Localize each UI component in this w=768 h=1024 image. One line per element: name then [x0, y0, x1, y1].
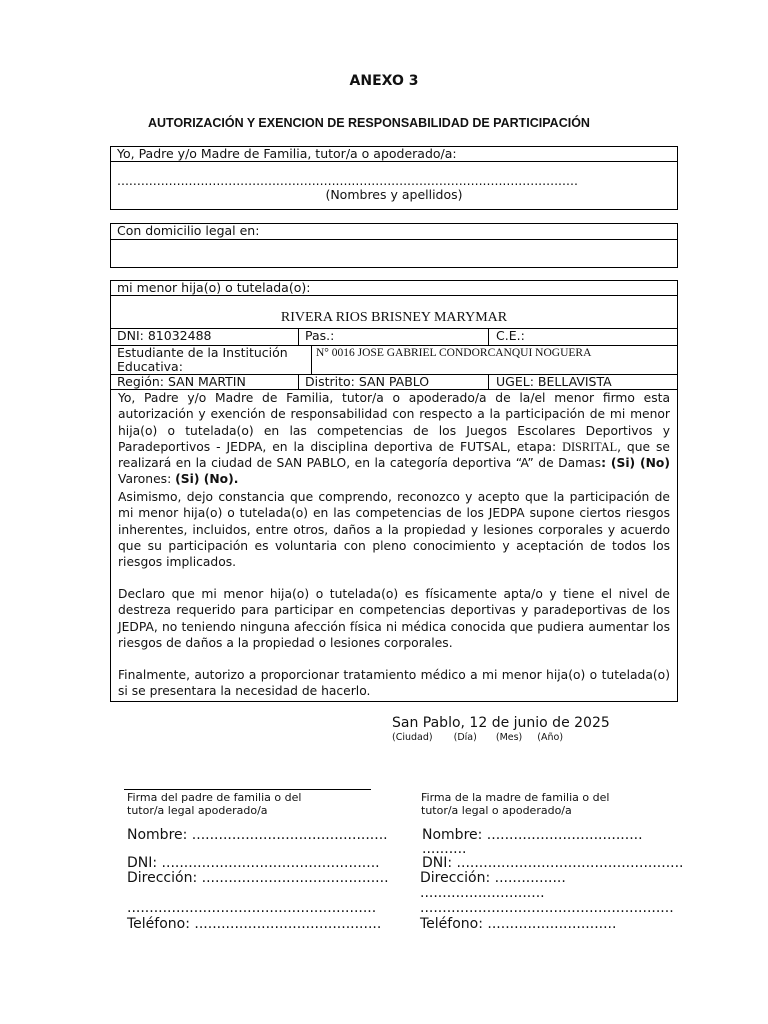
dni-cell [111, 329, 299, 345]
caption-mes: (Mes) [495, 732, 523, 743]
caption-dia: (Día) [453, 732, 477, 743]
parent-label: Yo, Padre y/o Madre de Familia, tutor/a o apoderado/a: [117, 146, 457, 161]
paragraph-3: Declaro que mi menor hija(o) o tutelada(o) es físicamente apta/o y tiene el nivel de destreza requerido para participar en competencias deportivas y paradeportivas de los JEDPA, no teniendo ninguna afección física ni médica conocida que pudiera aumentar los riesgos de daños a la propiedad o lesiones corporales. [118, 587, 670, 650]
parent-label-row [111, 147, 677, 162]
location-row [111, 375, 677, 390]
p1-text-b: , que se realizará en la ciudad de SAN PABLO, en la categoría deportiva “A” de Damas [118, 439, 670, 471]
paragraph-1 [118, 390, 670, 488]
address-label-row [111, 224, 677, 240]
p1-varones-label: Varones: [118, 472, 176, 487]
student-name-row [111, 296, 677, 329]
paragraph-4: Finalmente, autorizo a proporcionar tratamiento médico a mi menor hija(o) o tutelada(o) si se presentara la necesidad de hacerlo. [118, 668, 670, 699]
father-caption [127, 791, 301, 817]
mother-telefono[interactable]: Teléfono: ............................. [420, 916, 617, 932]
paragraph-2: Asimismo, dejo constancia que comprendo, reconozco y acepto que la participación de mi menor hija(o) o tutelada(o) en las competencias de los JEDPA supone ciertos riesgos inherentes, incluidos, entre otros, daños a la propiedad y lesiones corporales y acuerdo que su participación es voluntaria con pleno conocimiento y aceptación de todos los riesgos implicados. [118, 490, 670, 570]
father-caption-line1: Firma del padre de familia o del [127, 791, 302, 804]
distrito-cell [299, 375, 489, 389]
father-dni[interactable]: DNI: ................................................. [127, 855, 380, 871]
mother-nombre-2[interactable]: .......... [422, 841, 467, 857]
mother-caption [421, 791, 609, 817]
mother-direccion-2[interactable]: ............................ [420, 885, 545, 901]
pas-label: Pas.: [305, 328, 335, 343]
father-caption-line2: tutor/a legal apoderado/a [127, 804, 268, 817]
ce-label: C.E.: [496, 328, 525, 343]
parent-name-caption: (Nombres y apellidos) [325, 187, 463, 202]
student-label-row [111, 281, 677, 296]
p1-text-a: Yo, Padre y/o Madre de Familia, tutor/a o apoderado/a de la/el menor firmo esta autorización y exención de responsabilidad con respecto a la participación de mi menor hija(o) o tutelada(o) en las competencias de los Juegos Escolares Deportivos y Paradeportivos - JEDPA, en la disciplina deportiva de FUTSAL, etapa: [118, 391, 670, 454]
school-label-cell [111, 346, 312, 374]
address-box [110, 223, 678, 268]
distrito-value: Distrito: SAN PABLO [305, 374, 430, 389]
p1-damas-options: : (Si) (No) [601, 456, 670, 471]
mother-dni[interactable]: DNI: ................................................... [422, 855, 684, 871]
parent-name-dots[interactable]: .................................................................................................................... [117, 173, 578, 188]
mother-nombre[interactable]: Nombre: ................................... [422, 827, 643, 843]
pas-cell [299, 329, 489, 345]
page-title: ANEXO 3 [349, 73, 419, 89]
ugel-value: UGEL: BELLAVISTA [496, 374, 612, 389]
mother-direccion[interactable]: Dirección: ................ [420, 870, 566, 886]
caption-anio: (Año) [537, 732, 564, 743]
mother-direccion-3[interactable]: ......................................................... [420, 900, 674, 916]
student-label: mi menor hija(o) o tutelada(o): [117, 280, 311, 295]
mother-caption-line2: tutor/a legal o apoderado/a [421, 804, 572, 817]
father-direccion[interactable]: Dirección: .......................................... [127, 870, 389, 886]
caption-ciudad: (Ciudad) [392, 732, 433, 743]
parent-box [110, 146, 678, 210]
student-box [110, 280, 678, 702]
school-value: N° 0016 JOSE GABRIEL CONDORCANQUI NOGUERA [316, 347, 592, 359]
school-row [111, 346, 677, 375]
id-row [111, 329, 677, 346]
dni-value: DNI: 81032488 [117, 328, 212, 343]
mother-caption-line1: Firma de la madre de familia o del [421, 791, 610, 804]
region-cell [111, 375, 299, 389]
father-direccion-2[interactable]: ........................................................ [127, 900, 377, 916]
p1-varones-options: (Si) (No). [175, 472, 239, 487]
father-telefono[interactable]: Teléfono: .......................................... [127, 916, 382, 932]
document-subtitle: AUTORIZACIÓN Y EXENCION DE RESPONSABILIDAD DE PARTICIPACIÓN [148, 116, 590, 130]
school-label: Estudiante de la Institución Educativa: [117, 345, 288, 374]
student-name: RIVERA RIOS BRISNEY MARYMAR [280, 310, 508, 325]
signing-date: San Pablo, 12 de junio de 2025 [392, 715, 610, 731]
region-value: Región: SAN MARTIN [117, 374, 246, 389]
p1-etapa: DISRITAL [562, 439, 618, 454]
father-nombre[interactable]: Nombre: ............................................ [127, 827, 388, 843]
address-label: Con domicilio legal en: [117, 223, 260, 238]
father-signature-line[interactable] [124, 789, 371, 790]
date-captions [392, 732, 563, 743]
